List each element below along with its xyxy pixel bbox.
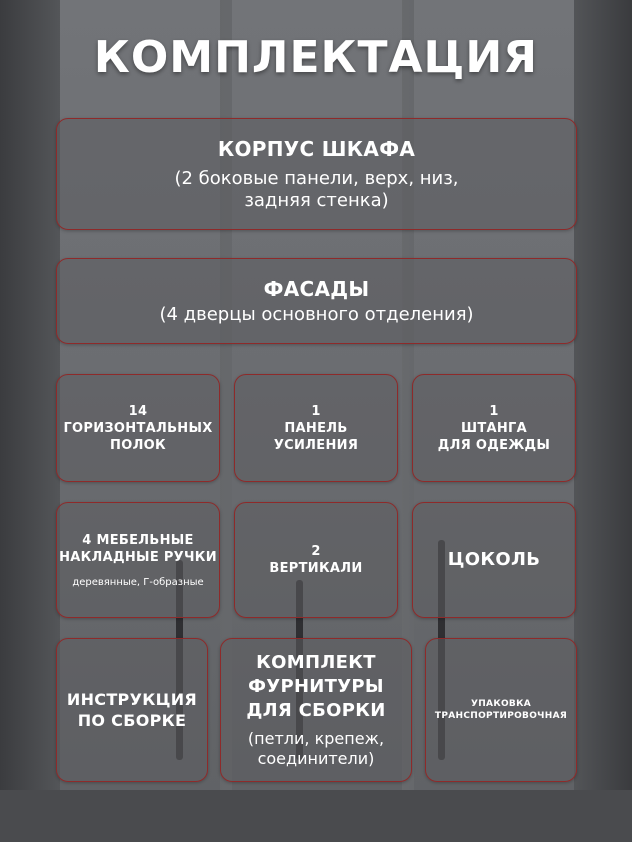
card-subtext: (петли, крепеж, соединители) — [247, 729, 385, 768]
card-furnitura — [220, 638, 412, 782]
card-upakovka — [425, 638, 577, 782]
card-ruchki — [56, 502, 220, 618]
card-heading: 1 ШТАНГА ДЛЯ ОДЕЖДЫ — [437, 403, 551, 453]
card-heading: 14 ГОРИЗОНТАЛЬНЫХ ПОЛОК — [63, 403, 213, 453]
card-panel — [234, 374, 398, 482]
card-heading: 2 ВЕРТИКАЛИ — [269, 544, 363, 576]
card-polki — [56, 374, 220, 482]
card-heading: КОМПЛЕКТ ФУРНИТУРЫ ДЛЯ СБОРКИ — [246, 652, 386, 721]
card-vertikali — [234, 502, 398, 618]
card-subtext: (2 боковые панели, верх, низ, задняя стенка) — [174, 168, 459, 211]
card-heading: 1 ПАНЕЛЬ УСИЛЕНИЯ — [273, 403, 359, 453]
card-subtext: деревянные, Г-образные — [72, 576, 204, 588]
card-korpus — [56, 118, 577, 230]
card-heading: ФАСАДЫ — [263, 277, 370, 301]
card-heading: КОРПУС ШКАФА — [217, 137, 416, 161]
card-tsokol — [412, 502, 576, 618]
card-fasady — [56, 258, 577, 344]
floor — [0, 790, 632, 842]
card-heading: ИНСТРУКЦИЯ ПО СБОРКЕ — [66, 690, 198, 730]
card-subtext: (4 дверцы основного отделения) — [159, 304, 474, 325]
card-instruktsiya — [56, 638, 208, 782]
card-heading: 4 МЕБЕЛЬНЫЕ НАКЛАДНЫЕ РУЧКИ — [59, 532, 217, 565]
page-title: КОМПЛЕКТАЦИЯ — [93, 32, 539, 83]
card-shtanga — [412, 374, 576, 482]
card-heading: УПАКОВКА ТРАНСПОРТИРОВОЧНАЯ — [434, 699, 568, 721]
card-heading: ЦОКОЛЬ — [447, 549, 541, 570]
